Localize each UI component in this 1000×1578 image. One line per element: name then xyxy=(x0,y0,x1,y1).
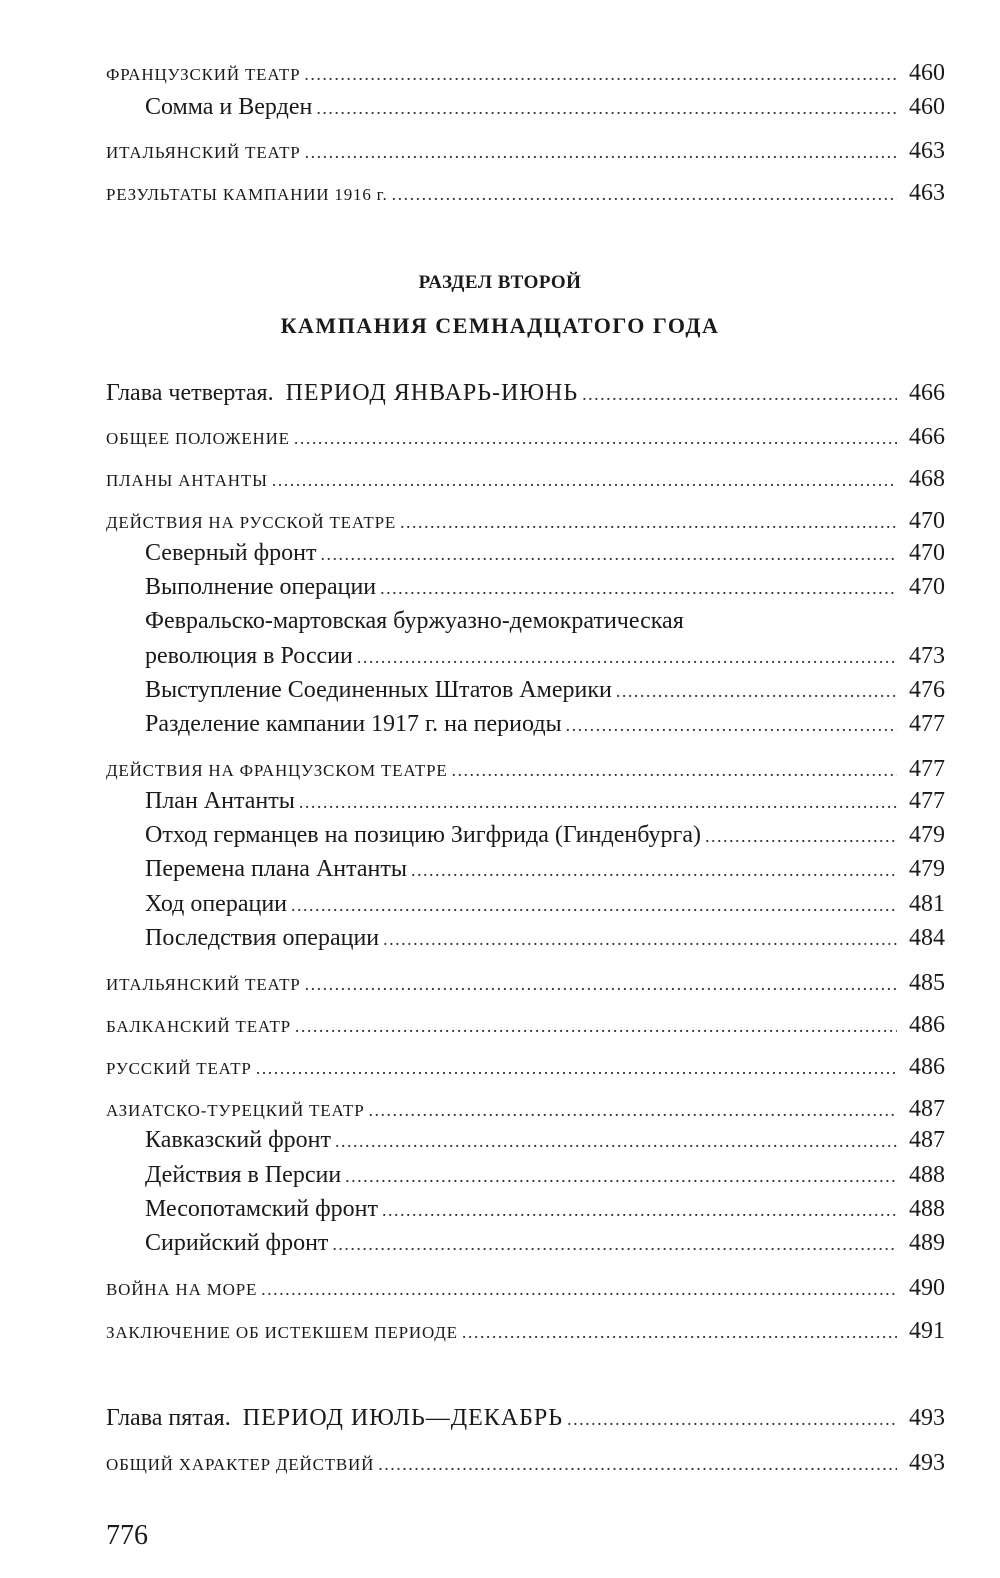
toc-entry-title: Выполнение операции xyxy=(145,574,377,600)
leader-dots xyxy=(616,681,897,702)
toc-page-number: 460 xyxy=(909,94,945,120)
leader-dots xyxy=(582,384,897,405)
toc-entry-title: Выступление Соединенных Штатов Америки xyxy=(145,677,612,703)
leader-dots xyxy=(452,760,897,781)
toc-entry-title: ДЕЙСТВИЯ НА РУССКОЙ ТЕАТРЕ xyxy=(106,513,397,532)
toc-entry-title: Сирийский фронт xyxy=(145,1230,329,1256)
toc-entry-title: ОБЩЕЕ ПОЛОЖЕНИЕ xyxy=(106,429,290,448)
section-title: КАМПАНИЯ СЕМНАДЦАТОГО ГОДА xyxy=(280,313,720,338)
toc-page-number: 476 xyxy=(909,677,945,703)
toc-entry-title: ОБЩИЙ ХАРАКТЕР ДЕЙСТВИЙ xyxy=(106,1455,375,1474)
toc-entry-title: Ход операции xyxy=(145,891,288,917)
toc-subentry[interactable] xyxy=(145,574,945,601)
toc-page-number: 488 xyxy=(909,1196,945,1222)
chapter-prefix: Глава пятая. xyxy=(106,1405,231,1431)
section-kicker: РАЗДЕЛ ВТОРОЙ xyxy=(418,272,582,293)
leader-dots xyxy=(705,826,897,847)
leader-dots xyxy=(567,1409,897,1430)
toc-subentry[interactable] xyxy=(145,1230,945,1257)
toc-entry-title: ФРАНЦУЗСКИЙ ТЕАТР xyxy=(106,65,301,84)
chapter-title: ПЕРИОД ЯНВАРЬ-ИЮНЬ xyxy=(285,380,579,406)
toc-subentry[interactable] xyxy=(145,1127,945,1154)
toc-page-number: 484 xyxy=(909,925,945,951)
toc-entry-title: Северный фронт xyxy=(145,540,317,566)
chapter-heading-text xyxy=(106,380,578,407)
leader-dots xyxy=(411,860,897,881)
leader-dots xyxy=(380,578,897,599)
toc-subentry[interactable] xyxy=(145,677,945,704)
toc-entry-title: Кавказский фронт xyxy=(145,1127,331,1153)
toc-entry[interactable] xyxy=(106,1275,945,1302)
leader-dots xyxy=(272,470,897,491)
toc-page-number: 477 xyxy=(909,788,945,814)
toc-entry-title: Разделение кампании 1917 г. на периоды xyxy=(145,711,562,737)
toc-entry[interactable] xyxy=(106,1096,945,1123)
toc-subentry[interactable] xyxy=(145,1196,945,1223)
toc-entry[interactable] xyxy=(106,424,945,451)
chapter-heading[interactable] xyxy=(106,1405,945,1432)
toc-page-number: 486 xyxy=(909,1012,945,1038)
page-number: 776 xyxy=(106,1520,148,1551)
toc-page-number: 470 xyxy=(909,574,945,600)
toc-page-number: 468 xyxy=(909,466,945,492)
toc-page-number: 477 xyxy=(909,711,945,737)
leader-dots xyxy=(382,1200,897,1221)
leader-dots xyxy=(299,792,897,813)
chapter-heading-text xyxy=(106,1405,563,1432)
toc-entry-title: Сомма и Верден xyxy=(145,94,313,120)
toc-entry-title: ЗАКЛЮЧЕНИЕ ОБ ИСТЕКШЕМ ПЕРИОДЕ xyxy=(106,1323,458,1342)
toc-subentry-first-line[interactable]: Февральско-мартовская буржуазно-демократическая xyxy=(145,608,684,634)
toc-page-number: 460 xyxy=(909,60,945,86)
toc-entry-title: ИТАЛЬЯНСКИЙ ТЕАТР xyxy=(106,143,301,162)
chapter-heading[interactable] xyxy=(106,380,945,407)
toc-page-number: 466 xyxy=(909,380,945,406)
toc-page-number: 477 xyxy=(909,756,945,782)
toc-entry-title: ДЕЙСТВИЯ НА ФРАНЦУЗСКОМ ТЕАТРЕ xyxy=(106,761,448,780)
toc-entry-title: РЕЗУЛЬТАТЫ КАМПАНИИ 1916 г. xyxy=(106,185,388,204)
toc-entry[interactable] xyxy=(106,1450,945,1477)
leader-dots xyxy=(335,1131,897,1152)
leader-dots xyxy=(291,895,897,916)
toc-entry-title: революция в России xyxy=(145,643,353,669)
leader-dots xyxy=(383,929,897,950)
toc-page-number: 490 xyxy=(909,1275,945,1301)
toc-page-number: 463 xyxy=(909,138,945,164)
leader-dots xyxy=(357,647,897,668)
toc-entry-title: ВОЙНА НА МОРЕ xyxy=(106,1280,258,1299)
toc-entry-title: РУССКИЙ ТЕАТР xyxy=(106,1059,252,1078)
leader-dots xyxy=(368,1100,897,1121)
toc-entry[interactable] xyxy=(106,1318,945,1345)
toc-entry[interactable] xyxy=(106,1012,945,1039)
leader-dots xyxy=(305,142,897,163)
toc-entry[interactable] xyxy=(106,508,945,535)
toc-subentry[interactable] xyxy=(145,643,945,670)
toc-page-number: 473 xyxy=(909,643,945,669)
toc-entry-title: АЗИАТСКО-ТУРЕЦКИЙ ТЕАТР xyxy=(106,1101,365,1120)
leader-dots xyxy=(566,715,897,736)
toc-subentry[interactable] xyxy=(145,891,945,918)
toc-page-number: 466 xyxy=(909,424,945,450)
chapter-prefix: Глава четвертая. xyxy=(106,380,274,406)
toc-entry-title: ПЛАНЫ АНТАНТЫ xyxy=(106,471,268,490)
toc-page-number: 489 xyxy=(909,1230,945,1256)
toc-page-number: 481 xyxy=(909,891,945,917)
toc-subentry[interactable] xyxy=(145,94,945,121)
leader-dots xyxy=(400,512,897,533)
toc-entry-title: Последствия операции xyxy=(145,925,380,951)
leader-dots xyxy=(256,1058,897,1079)
leader-dots xyxy=(321,544,898,565)
toc-entry-title: ИТАЛЬЯНСКИЙ ТЕАТР xyxy=(106,975,301,994)
leader-dots xyxy=(345,1166,897,1187)
toc-subentry[interactable] xyxy=(145,822,945,849)
toc-entry-title: План Антанты xyxy=(145,788,295,814)
toc-page-number: 493 xyxy=(909,1450,945,1476)
toc-subentry[interactable] xyxy=(145,1162,945,1189)
toc-entry[interactable] xyxy=(106,756,945,783)
toc-subentry[interactable] xyxy=(145,856,945,883)
toc-entry[interactable] xyxy=(106,466,945,493)
leader-dots xyxy=(316,98,897,119)
toc-subentry[interactable] xyxy=(145,925,945,952)
toc-page-number: 470 xyxy=(909,540,945,566)
leader-dots xyxy=(305,974,897,995)
toc-entry-title: Действия в Персии xyxy=(145,1162,342,1188)
toc-page-number: 463 xyxy=(909,180,945,206)
toc-entry[interactable] xyxy=(106,1054,945,1081)
toc-subentry[interactable] xyxy=(145,711,945,738)
leader-dots xyxy=(392,184,897,205)
leader-dots xyxy=(261,1279,897,1300)
leader-dots xyxy=(378,1454,897,1475)
toc-subentry[interactable] xyxy=(145,788,945,815)
leader-dots xyxy=(462,1322,897,1343)
toc-entry[interactable] xyxy=(106,180,945,207)
toc-page-number: 479 xyxy=(909,856,945,882)
toc-page-number: 486 xyxy=(909,1054,945,1080)
toc-page-number: 493 xyxy=(909,1405,945,1431)
toc-page-number: 487 xyxy=(909,1096,945,1122)
leader-dots xyxy=(332,1234,897,1255)
toc-page-number: 491 xyxy=(909,1318,945,1344)
toc-page-number: 479 xyxy=(909,822,945,848)
toc-entry-title: Перемена плана Антанты xyxy=(145,856,408,882)
toc-entry-title: Месопотамский фронт xyxy=(145,1196,378,1222)
toc-entry[interactable] xyxy=(106,60,945,87)
chapter-title: ПЕРИОД ИЮЛЬ—ДЕКАБРЬ xyxy=(242,1405,564,1431)
leader-dots xyxy=(295,1016,897,1037)
toc-page-number: 488 xyxy=(909,1162,945,1188)
leader-dots xyxy=(294,428,897,449)
toc-entry-title: Отход германцев на позицию Зигфрида (Гинденбурга) xyxy=(145,822,701,848)
toc-entry[interactable] xyxy=(106,970,945,997)
toc-subentry[interactable] xyxy=(145,540,945,567)
toc-page-number: 470 xyxy=(909,508,945,534)
leader-dots xyxy=(304,64,897,85)
toc-entry-title: БАЛКАНСКИЙ ТЕАТР xyxy=(106,1017,291,1036)
toc-page-number: 487 xyxy=(909,1127,945,1153)
toc-page-number: 485 xyxy=(909,970,945,996)
toc-entry[interactable] xyxy=(106,138,945,165)
